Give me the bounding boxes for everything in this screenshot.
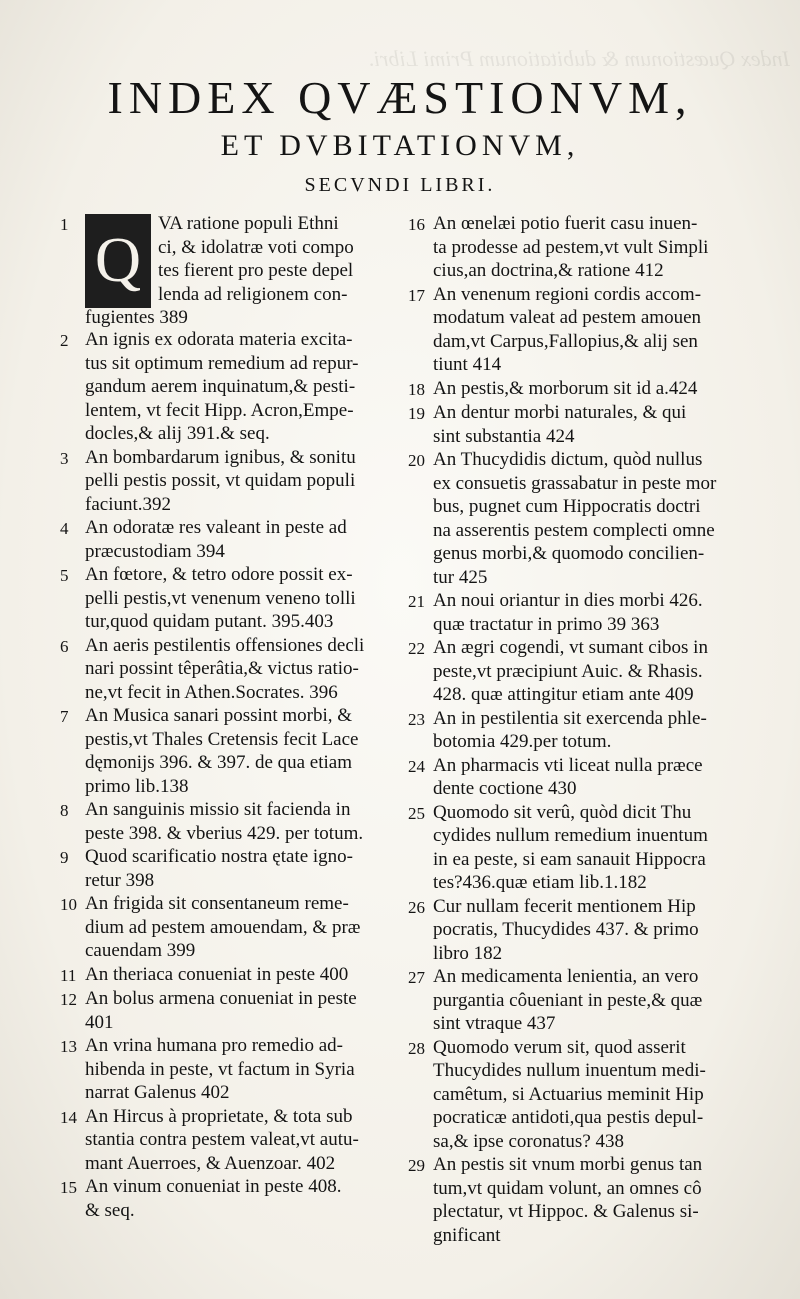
drop-cap-initial: Q — [85, 214, 151, 308]
index-entry — [408, 283, 780, 377]
entry-line: stantia contra pestem valeat,vt autu- — [85, 1129, 359, 1150]
entry-line: lenda ad religionem con- — [158, 283, 348, 305]
entry-number: 2 — [60, 331, 69, 350]
entry-number: 5 — [60, 566, 69, 585]
index-entry — [60, 1105, 398, 1176]
entry-line: An medicamenta lenientia, an vero — [433, 966, 699, 987]
entry-number: 27 — [408, 968, 425, 987]
entry-line: An venenum regioni cordis accom- — [433, 283, 702, 305]
entry-line: An odoratæ res valeant in peste ad — [85, 517, 347, 538]
entry-line: An theriaca conueniat in peste 400 — [85, 963, 349, 985]
entry-number: 11 — [60, 965, 77, 985]
index-entry — [408, 895, 780, 966]
entry-line: VA ratione populi Ethni — [158, 213, 339, 234]
entry-number: 24 — [408, 756, 425, 776]
entry-number: 6 — [60, 636, 69, 656]
index-entry — [408, 965, 780, 1036]
entry-line: cauendam 399 — [85, 940, 196, 961]
entry-line: nari possint têperâtia,& victus ratio- — [85, 658, 359, 679]
index-entry — [408, 754, 780, 801]
index-entry — [60, 1175, 398, 1222]
entry-line: libro 182 — [433, 942, 503, 964]
index-entry — [60, 516, 398, 563]
entry-number: 17 — [408, 285, 425, 305]
entry-line: primo lib.138 — [85, 775, 189, 797]
entry-line: sint substantia 424 — [433, 425, 575, 447]
entry-line: mant Auerroes, & Auenzoar. 402 — [85, 1152, 336, 1174]
entry-line: gandum aerem inquinatum,& pesti- — [85, 376, 356, 397]
index-entry — [60, 704, 398, 798]
entry-line: tum,vt quidam volunt, an omnes cô — [433, 1177, 702, 1199]
entry-line: pestis,vt Thales Cretensis fecit Lace — [85, 728, 359, 750]
entry-line: Quomodo sit verû, quòd dicit Thu — [433, 801, 692, 823]
entry-number: 21 — [408, 592, 425, 611]
entry-line: An noui oriantur in dies morbi 426. — [433, 590, 703, 611]
left-column — [60, 212, 398, 1222]
index-entry — [60, 634, 398, 705]
entry-line: pelli pestis possit, vt quidam populi — [85, 470, 356, 491]
entry-line: quæ tractatur in primo 39 363 — [433, 613, 660, 635]
entry-line: pocraticæ antidoti,qua pestis depul- — [433, 1107, 704, 1128]
index-entry — [60, 892, 398, 963]
entry-line: fugientes 389 — [85, 307, 188, 328]
entry-line: narrat Galenus 402 — [85, 1082, 230, 1103]
entry-line: tes?436.quæ etiam lib.1.182 — [433, 872, 647, 893]
entry-line: Cur nullam fecerit mentionem Hip — [433, 895, 696, 917]
entry-number: 15 — [60, 1178, 77, 1197]
entry-number: 8 — [60, 801, 69, 820]
right-column — [408, 212, 780, 1247]
entry-line: dente coctione 430 — [433, 778, 577, 799]
entry-line: modatum valeat ad pestem amouen — [433, 307, 702, 328]
entry-number: 12 — [60, 990, 77, 1009]
entry-number: 19 — [408, 404, 425, 423]
entry-number: 7 — [60, 707, 69, 726]
entry-line: 428. quæ attingitur etiam ante 409 — [433, 684, 694, 705]
entry-line: An ignis ex odorata materia excita- — [85, 329, 353, 350]
entry-number: 14 — [60, 1107, 77, 1127]
index-entry — [60, 563, 398, 634]
entry-number: 29 — [408, 1156, 425, 1175]
entry-number: 16 — [408, 215, 425, 234]
entry-line: genus morbi,& quomodo concilien- — [433, 543, 705, 564]
entry-line: cius,an doctrina,& ratione 412 — [433, 260, 664, 281]
index-entry — [408, 1153, 780, 1247]
entry-line: An dentur morbi naturales, & qui — [433, 402, 687, 423]
index-entry — [60, 446, 398, 517]
entry-number: 9 — [60, 848, 69, 867]
entry-line: Quomodo verum sit, quod asserit — [433, 1036, 686, 1058]
entry-line: faciunt.392 — [85, 493, 172, 515]
entry-line: An Hircus à proprietate, & tota sub — [85, 1105, 353, 1127]
entry-line: tur,quod quidam putant. 395.403 — [85, 611, 334, 632]
entry-line: An fœtore, & tetro odore possit ex- — [85, 564, 353, 585]
entry-line: tiunt 414 — [433, 354, 502, 375]
entry-line: An bombardarum ignibus, & sonitu — [85, 446, 356, 468]
entry-line: sint vtraque 437 — [433, 1013, 556, 1034]
entry-line: botomia 429.per totum. — [433, 731, 612, 752]
entry-number: 4 — [60, 519, 69, 538]
entry-line: An pestis sit vnum morbi genus tan — [433, 1154, 703, 1175]
entry-number: 10 — [60, 895, 77, 914]
entry-line: hibenda in peste, vt factum in Syria — [85, 1058, 355, 1080]
entry-line: gnificant — [433, 1224, 501, 1246]
entry-line: An pharmacis vti liceat nulla præce — [433, 754, 703, 776]
entry-line: ne,vt fecit in Athen.Socrates. 396 — [85, 681, 338, 703]
entry-line: An bolus armena conueniat in peste — [85, 988, 357, 1009]
entry-number: 22 — [408, 639, 425, 658]
entry-line: An ægri cogendi, vt sumant cibos in — [433, 637, 708, 658]
entry-line: bus, pugnet cum Hippocratis doctri — [433, 496, 701, 517]
index-entry — [60, 798, 398, 845]
entry-number: 20 — [408, 451, 425, 470]
entry-line: Quod scarificatio nostra ętate igno- — [85, 846, 354, 867]
entry-line: peste,vt præcipiunt Auic. & Rhasis. — [433, 660, 703, 682]
page-subtitle: ET DVBITATIONVM, — [220, 129, 580, 162]
index-entry — [60, 845, 398, 892]
entry-line: tur 425 — [433, 566, 488, 588]
entry-line: ex consuetis grassabatur in peste mor — [433, 472, 717, 494]
entry-line: An pestis,& morborum sit id a.424 — [433, 377, 698, 399]
entry-line: lentem, vt fecit Hipp. Acron,Empe- — [85, 399, 354, 421]
index-entry — [408, 377, 780, 402]
entry-line: An Thucydidis dictum, quòd nullus — [433, 449, 703, 470]
entry-line: præcustodiam 394 — [85, 540, 225, 562]
entry-line: dam,vt Carpus,Fallopius,& alij sen — [433, 330, 698, 352]
index-entry — [408, 707, 780, 754]
index-entry — [408, 589, 780, 636]
index-entry — [408, 401, 780, 448]
entry-line: plectatur, vt Hippoc. & Galenus si- — [433, 1201, 699, 1222]
entry-line: tes fierent pro peste depel — [158, 260, 354, 281]
entry-line: An Musica sanari possint morbi, & — [85, 705, 353, 726]
entry-line: An frigida sit consentaneum reme- — [85, 893, 349, 914]
entry-line: sa,& ipse coronatus? 438 — [433, 1130, 625, 1152]
entry-line: camêtum, si Actuarius meminit Hip — [433, 1083, 704, 1105]
entry-line: An sanguinis missio sit facienda in — [85, 799, 351, 820]
book-label: SECVNDI LIBRI. — [304, 174, 496, 196]
entry-line: & seq. — [85, 1199, 135, 1221]
index-entry — [408, 1036, 780, 1154]
entry-line: peste 398. & vberius 429. per totum. — [85, 822, 364, 844]
index-entry — [60, 987, 398, 1034]
entry-line: An vrina humana pro remedio ad- — [85, 1035, 343, 1056]
entry-line: Thucydides nullum inuentum medi- — [433, 1060, 706, 1081]
entry-line: docles,& alij 391.& seq. — [85, 423, 270, 444]
entry-line: ta prodesse ad pestem,vt vult Simpli — [433, 236, 709, 258]
entry-number: 26 — [408, 897, 425, 917]
entry-line: An aeris pestilentis offensiones decli — [85, 634, 365, 656]
entry-line: purgantia côueniant in peste,& quæ — [433, 989, 703, 1011]
index-entry — [408, 636, 780, 707]
entry-line: pocratis, Thucydides 437. & primo — [433, 919, 699, 940]
entry-line: An œnelæi potio fuerit casu inuen- — [433, 213, 698, 234]
entry-number: 28 — [408, 1038, 425, 1058]
index-entry — [60, 212, 398, 328]
entry-line: retur 398 — [85, 869, 155, 891]
entry-number: 18 — [408, 379, 425, 399]
entry-number: 13 — [60, 1037, 77, 1056]
entry-number: 1 — [60, 215, 69, 234]
entry-line: An vinum conueniat in peste 408. — [85, 1176, 342, 1197]
index-entry — [60, 963, 398, 988]
index-entry — [408, 801, 780, 895]
bleed-through-text: Index Quæstionum & dubitationum Primi Libri. — [368, 46, 790, 71]
entry-line: cydides nullum remedium inuentum — [433, 825, 708, 846]
entry-line: pelli pestis,vt venenum veneno tolli — [85, 587, 356, 609]
index-entry — [408, 212, 780, 283]
entry-line: na asserentis pestem complecti omne — [433, 519, 715, 541]
index-entry — [60, 328, 398, 446]
entry-number: 23 — [408, 709, 425, 729]
entry-line: 401 — [85, 1011, 114, 1033]
entry-line: in ea peste, si eam sanauit Hippocra — [433, 848, 706, 870]
page-title: INDEX QVÆSTIONVM, — [107, 72, 693, 123]
index-entry — [60, 1034, 398, 1105]
index-entry — [408, 448, 780, 589]
entry-line: dęmonijs 396. & 397. de qua etiam — [85, 752, 353, 773]
entry-number: 25 — [408, 803, 425, 823]
entry-number: 3 — [60, 448, 69, 468]
entry-line: An in pestilentia sit exercenda phle- — [433, 707, 707, 729]
entry-line: tus sit optimum remedium ad repur- — [85, 352, 359, 374]
entry-line: ci, & idolatræ voti compo — [158, 236, 354, 258]
entry-line: dium ad pestem amouendam, & præ — [85, 916, 361, 938]
